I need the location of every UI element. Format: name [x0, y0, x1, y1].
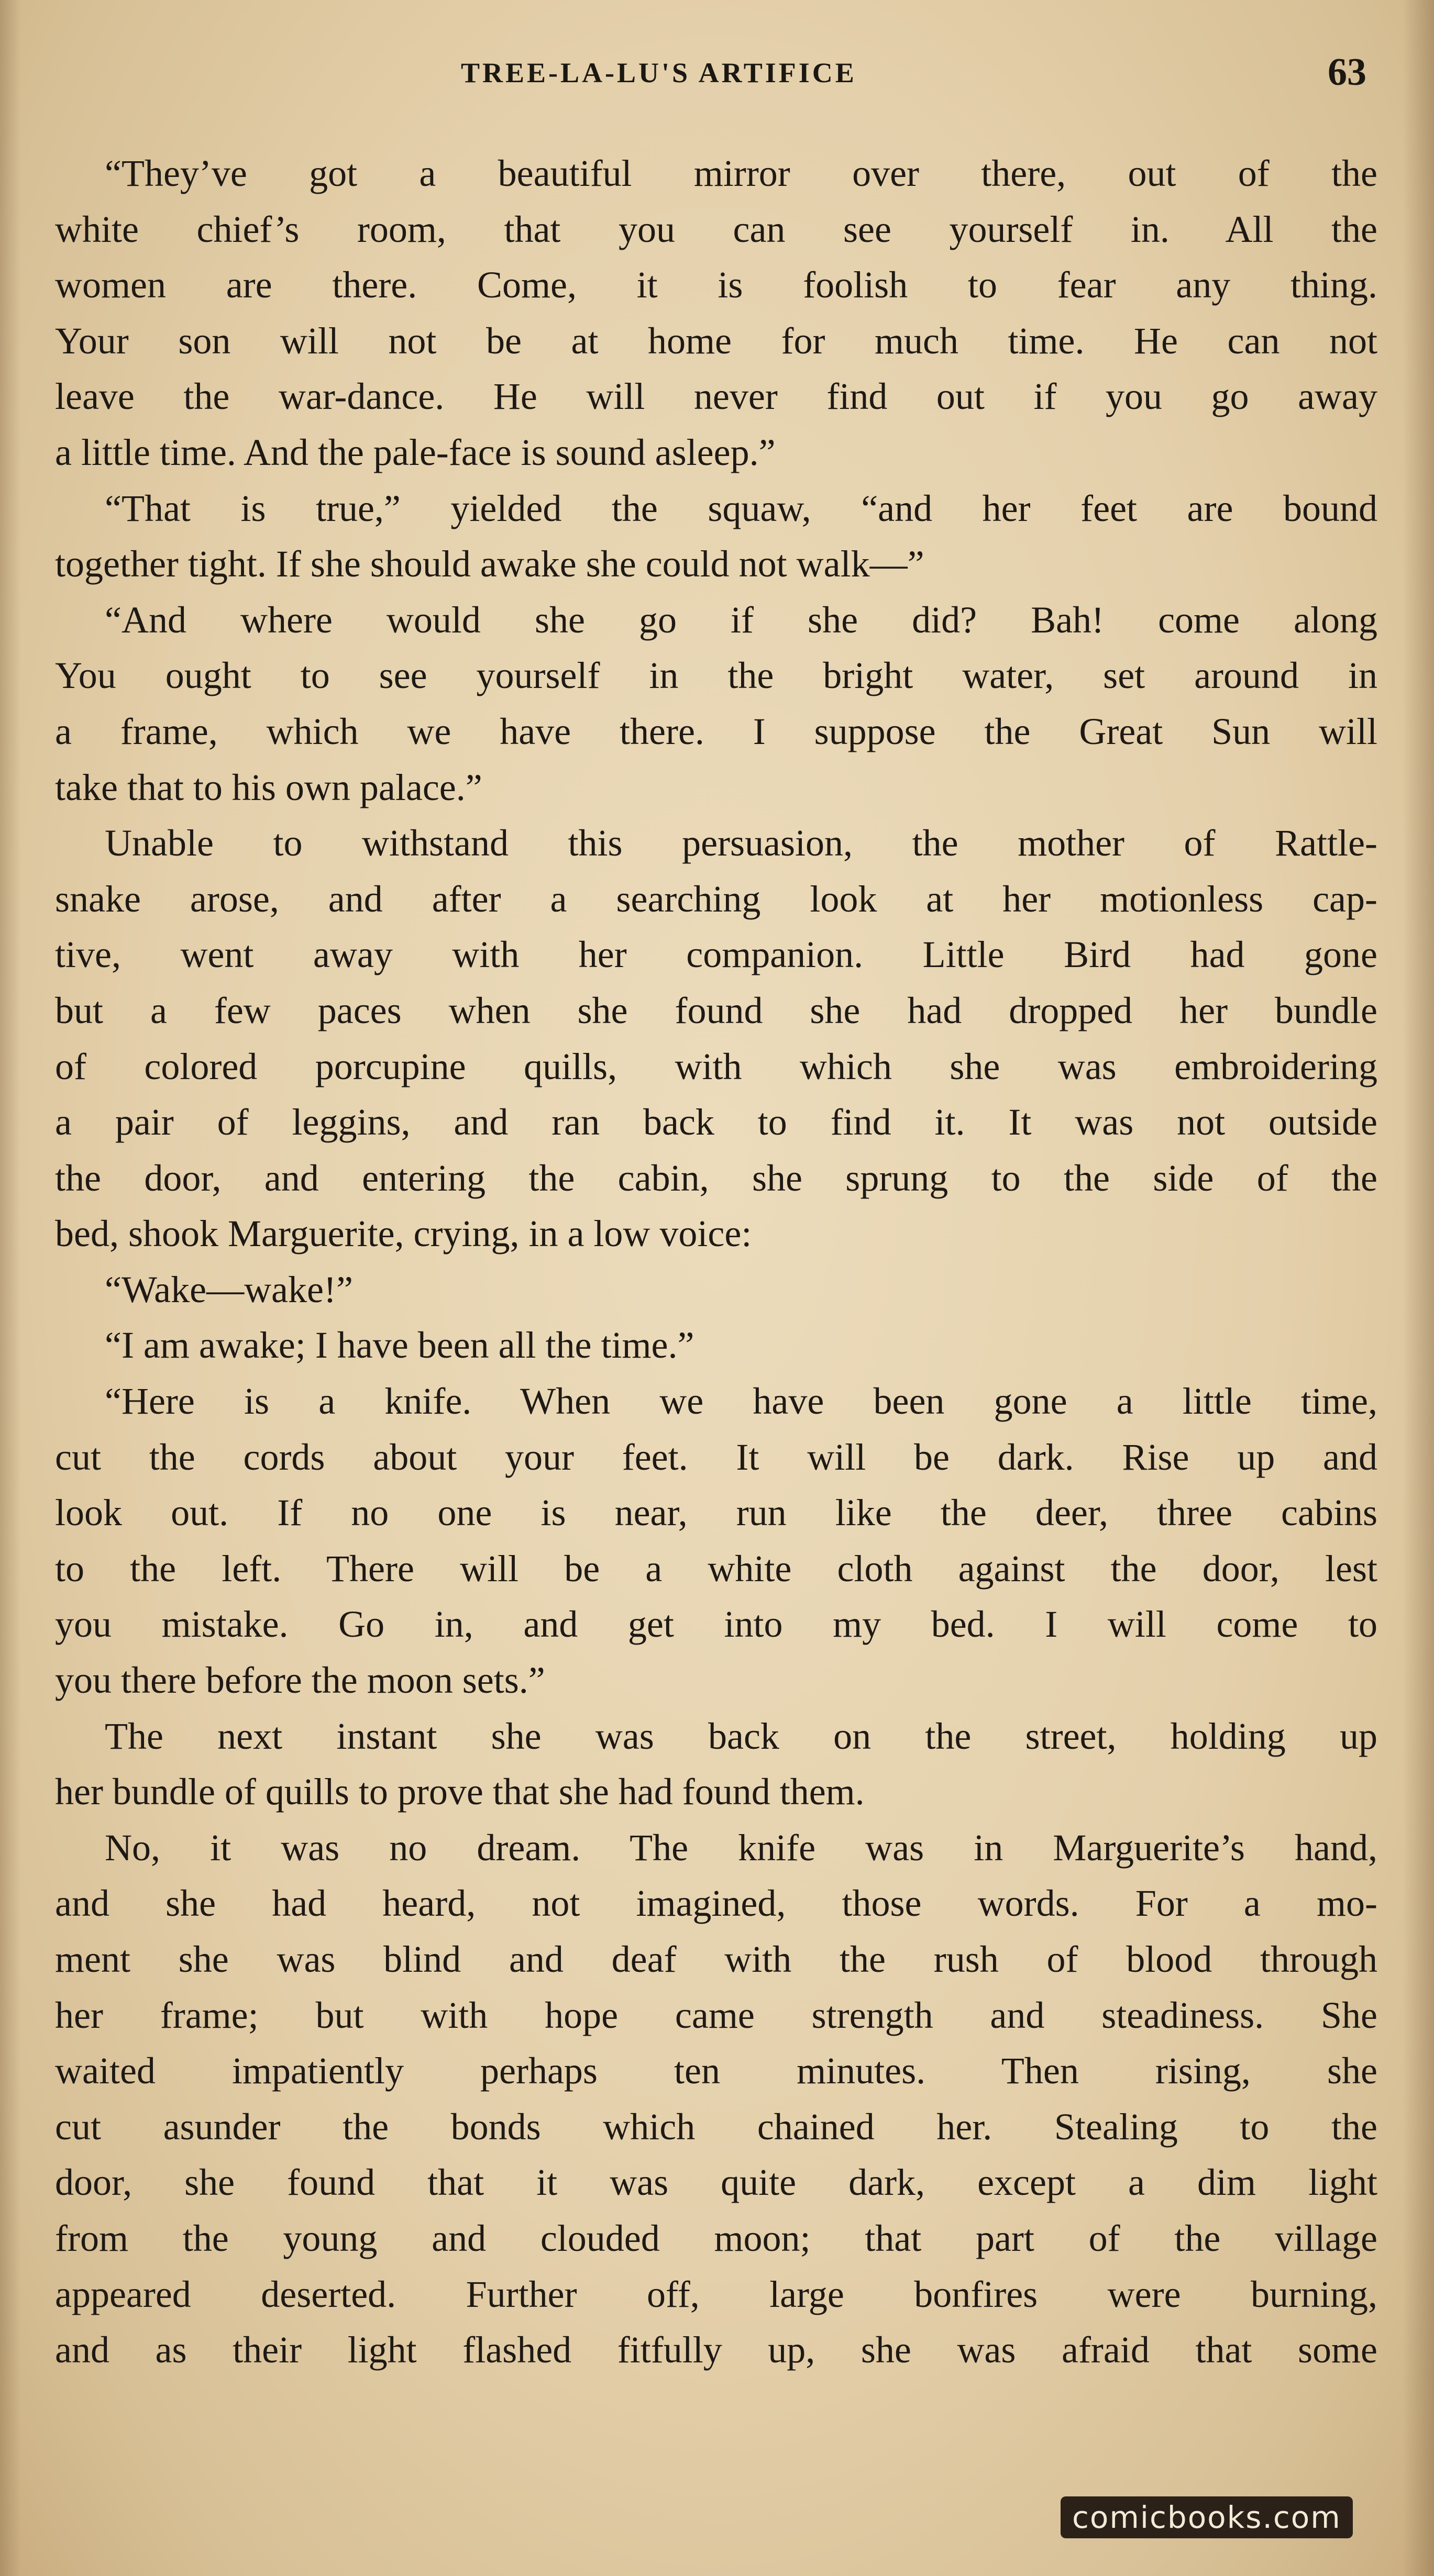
- text-line: a little time. And the pale-face is sound asleep.”: [55, 431, 776, 473]
- text-line: “Wake—wake!”: [105, 1268, 353, 1311]
- text-line: a frame, which we have there. I suppose the Great Sun will: [55, 710, 1377, 752]
- text-line: “I am awake; I have been all the time.”: [105, 1324, 694, 1367]
- text-line: The next instant she was back on the street, holding up: [105, 1715, 1377, 1757]
- text-line: and she had heard, not imagined, those words. For a mo-: [55, 1882, 1377, 1925]
- text-line: of colored porcupine quills, with which she was embroidering: [55, 1045, 1377, 1087]
- page-shadow-right: [1403, 0, 1434, 2576]
- watermark: comicbooks.com: [1061, 2496, 1353, 2538]
- text-line: take that to his own palace.”: [55, 766, 482, 808]
- text-line: ment she was blind and deaf with the rush of blood through: [55, 1938, 1377, 1980]
- text-line: “That is true,” yielded the squaw, “and her feet are bound: [105, 487, 1377, 529]
- text-line: her frame; but with hope came strength and steadiness. She: [55, 1994, 1377, 2036]
- text-line: waited impatiently perhaps ten minutes. Then rising, she: [55, 2050, 1377, 2092]
- body-text: [55, 146, 1377, 2378]
- text-line: women are there. Come, it is foolish to fear any thing.: [55, 264, 1377, 306]
- text-line: a pair of leggins, and ran back to find it. It was not outside: [55, 1101, 1377, 1143]
- text-line: snake arose, and after a searching look at her motionless cap-: [55, 878, 1377, 920]
- text-line: you mistake. Go in, and get into my bed. I will come to: [55, 1603, 1377, 1646]
- text-line: and as their light flashed fitfully up, she was afraid that some: [55, 2329, 1377, 2371]
- text-line: the door, and entering the cabin, she sprung to the side of the: [55, 1157, 1377, 1199]
- page-shadow-left: [0, 0, 21, 2576]
- text-line: together tight. If she should awake she could not walk—”: [55, 543, 924, 585]
- text-line: Unable to withstand this persuasion, the mother of Rattle-: [105, 822, 1377, 864]
- text-line: white chief’s room, that you can see yourself in. All the: [55, 208, 1377, 250]
- text-line: “Here is a knife. When we have been gone a little time,: [105, 1380, 1377, 1423]
- text-line: Your son will not be at home for much time. He can not: [55, 319, 1377, 362]
- text-line: door, she found that it was quite dark, except a dim light: [55, 2161, 1377, 2204]
- page-number: 63: [1328, 51, 1366, 94]
- text-line: from the young and clouded moon; that part of the village: [55, 2217, 1377, 2259]
- text-line: look out. If no one is near, run like the deer, three cabins: [55, 1492, 1377, 1534]
- running-title: TREE-LA-LU'S ARTIFICE: [461, 57, 857, 88]
- text-line: cut the cords about your feet. It will be dark. Rise up and: [55, 1436, 1377, 1478]
- text-line: “They’ve got a beautiful mirror over there, out of the: [105, 152, 1377, 194]
- text-line: tive, went away with her companion. Little Bird had gone: [55, 934, 1377, 976]
- text-line: her bundle of quills to prove that she had found them.: [55, 1771, 865, 1813]
- text-line: appeared deserted. Further off, large bonfires were burning,: [55, 2273, 1377, 2315]
- text-line: bed, shook Marguerite, crying, in a low voice:: [55, 1213, 752, 1255]
- text-line: No, it was no dream. The knife was in Marguerite’s hand,: [105, 1826, 1377, 1869]
- text-line: but a few paces when she found she had dropped her bundle: [55, 989, 1377, 1031]
- text-line: to the left. There will be a white cloth against the door, lest: [55, 1547, 1377, 1590]
- text-line: “And where would she go if she did? Bah! come along: [105, 598, 1377, 641]
- text-line: You ought to see yourself in the bright water, set around in: [55, 654, 1377, 697]
- text-line: cut asunder the bonds which chained her. Stealing to the: [55, 2105, 1377, 2148]
- text-line: leave the war-dance. He will never find out if you go away: [55, 375, 1377, 418]
- text-line: you there before the moon sets.”: [55, 1659, 545, 1702]
